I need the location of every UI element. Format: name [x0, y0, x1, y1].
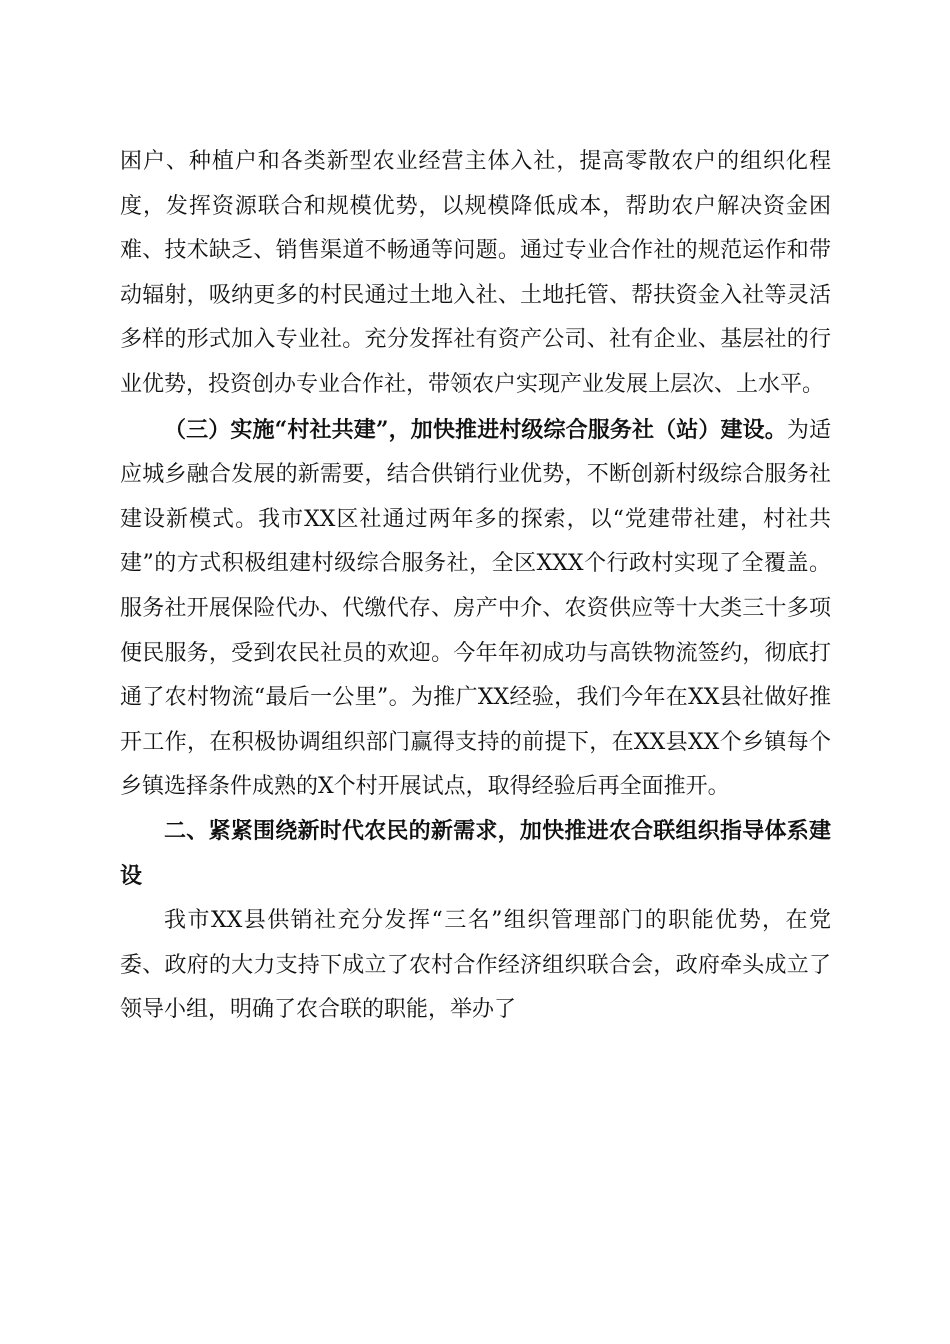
section-three-lead: （三）实施“村社共建”，加快推进村级综合服务社（站）建设。 — [164, 416, 787, 443]
section-three-body: 为适应城乡融合发展的新需要，结合供销行业优势，不断创新村级综合服务社建设新模式。我市XX区社通过两年多的探索，以“党建带社建，村社共建”的方式积极组建村级综合服务社，全区XXX个行政村实现了全覆盖。服务社开展保险代办、代缴代存、房产中介、农资供应等十大类三十多项便民服务，受到农民社员的欢迎。今年年初成功与高铁物流签约，彻底打通了农村物流“最后一公里”。为推广XX经验，我们今年在XX县社做好推开工作，在积极协调组织部门赢得支持的前提下，在XX县XX个乡镇每个乡镇选择条件成熟的X个村开展试点，取得经验后再全面推开。 — [120, 417, 831, 800]
section-heading-two: 二、紧紧围绕新时代农民的新需求，加快推进农合联组织指导体系建设 — [120, 818, 831, 889]
paragraph-last: 我市XX县供销社充分发挥“三名”组织管理部门的职能优势，在党委、政府的大力支持下成立了农村合作经济组织联合会，政府牵头成立了领导小组，明确了农合联的职能，举办了 — [120, 908, 831, 1023]
paragraph-section-three — [120, 408, 831, 810]
document-page — [120, 140, 831, 1033]
paragraph-continued: 困户、种植户和各类新型农业经营主体入社，提高零散农户的组织化程度，发挥资源联合和规模优势，以规模降低成本，帮助农户解决资金困难、技术缺乏、销售渠道不畅通等问题。通过专业合作社的规范运作和带动辐射，吸纳更多的村民通过土地入社、土地托管、帮扶资金入社等灵活多样的形式加入专业社。充分发挥社有资产公司、社有企业、基层社的行业优势，投资创办专业合作社，带领农户实现产业发展上层次、上水平。 — [120, 149, 831, 397]
